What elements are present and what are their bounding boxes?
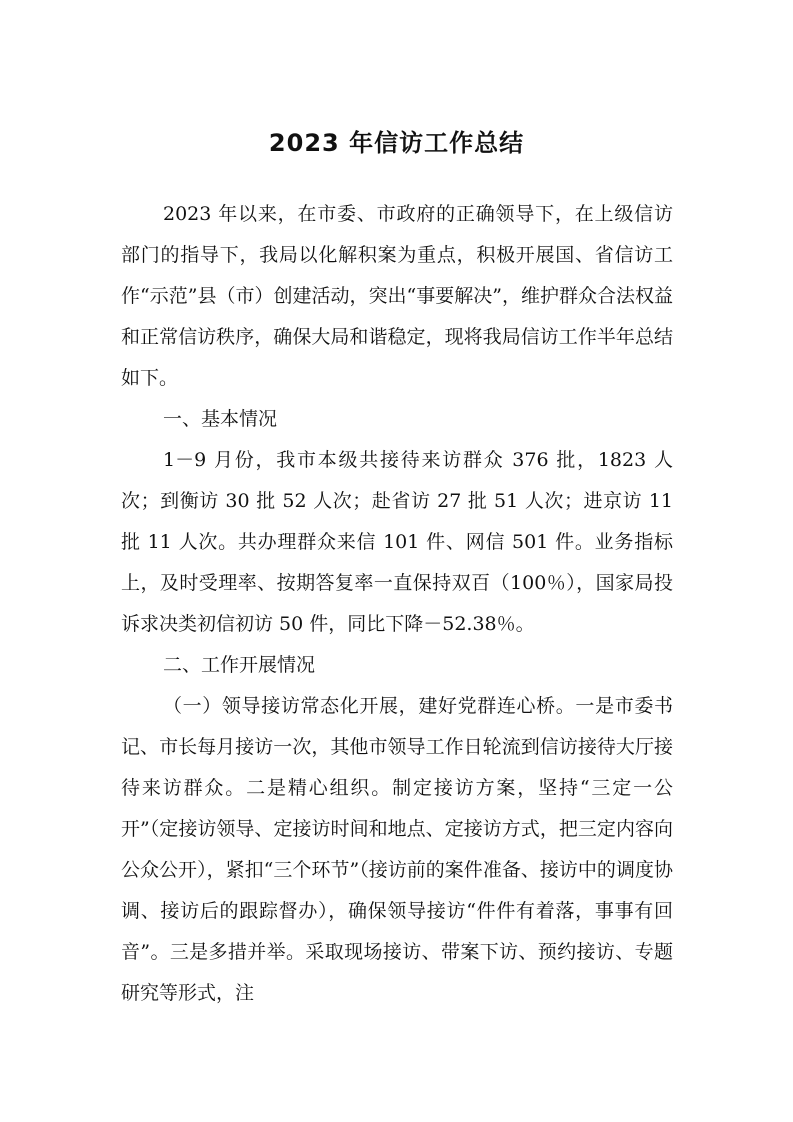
heading-work-progress: 二、工作开展情况 <box>163 654 316 676</box>
document-body <box>121 194 673 1014</box>
paragraph-intro: 2023 年以来，在市委、市政府的正确领导下，在上级信访部门的指导下，我局以化解积案为重点，积极开展国、省信访工作“示范”县（市）创建活动，突出“事要解决”，维护群众合法权益和正常信访秩序，确保大局和谐稳定，现将我局信访工作半年总结如下。 <box>121 203 673 389</box>
paragraph-statistics: 1－9 月份，我市本级共接待来访群众 376 批，1823 人次；到衡访 30 批 52 人次；赴省访 27 批 51 人次；进京访 11 批 11 人次。共办理群众来信 101 件、网信 501 件。业务指标上，及时受理率、按期答复率一直保持双百（100％），国家局投诉求决类初信初访 50 件，同比下降－52.38％。 <box>121 449 673 635</box>
document-title: 2023 年信访工作总结 <box>268 129 525 157</box>
paragraph-leader-reception: （一）领导接访常态化开展，建好党群连心桥。一是市委书记、市长每月接访一次，其他市领导工作日轮流到信访接待大厅接待来访群众。二是精心组织。制定接访方案，坚持“三定一公开”（定接访领导、定接访时间和地点、定接访方式，把三定内容向公众公开），紧扣“三个环节”（接访前的案件准备、接访中的调度协调、接访后的跟踪督办），确保领导接访“件件有着落，事事有回音”。三是多措并举。采取现场接访、带案下访、预约接访、专题研究等形式，注 <box>121 695 673 1004</box>
heading-basic-situation: 一、基本情况 <box>163 408 278 430</box>
